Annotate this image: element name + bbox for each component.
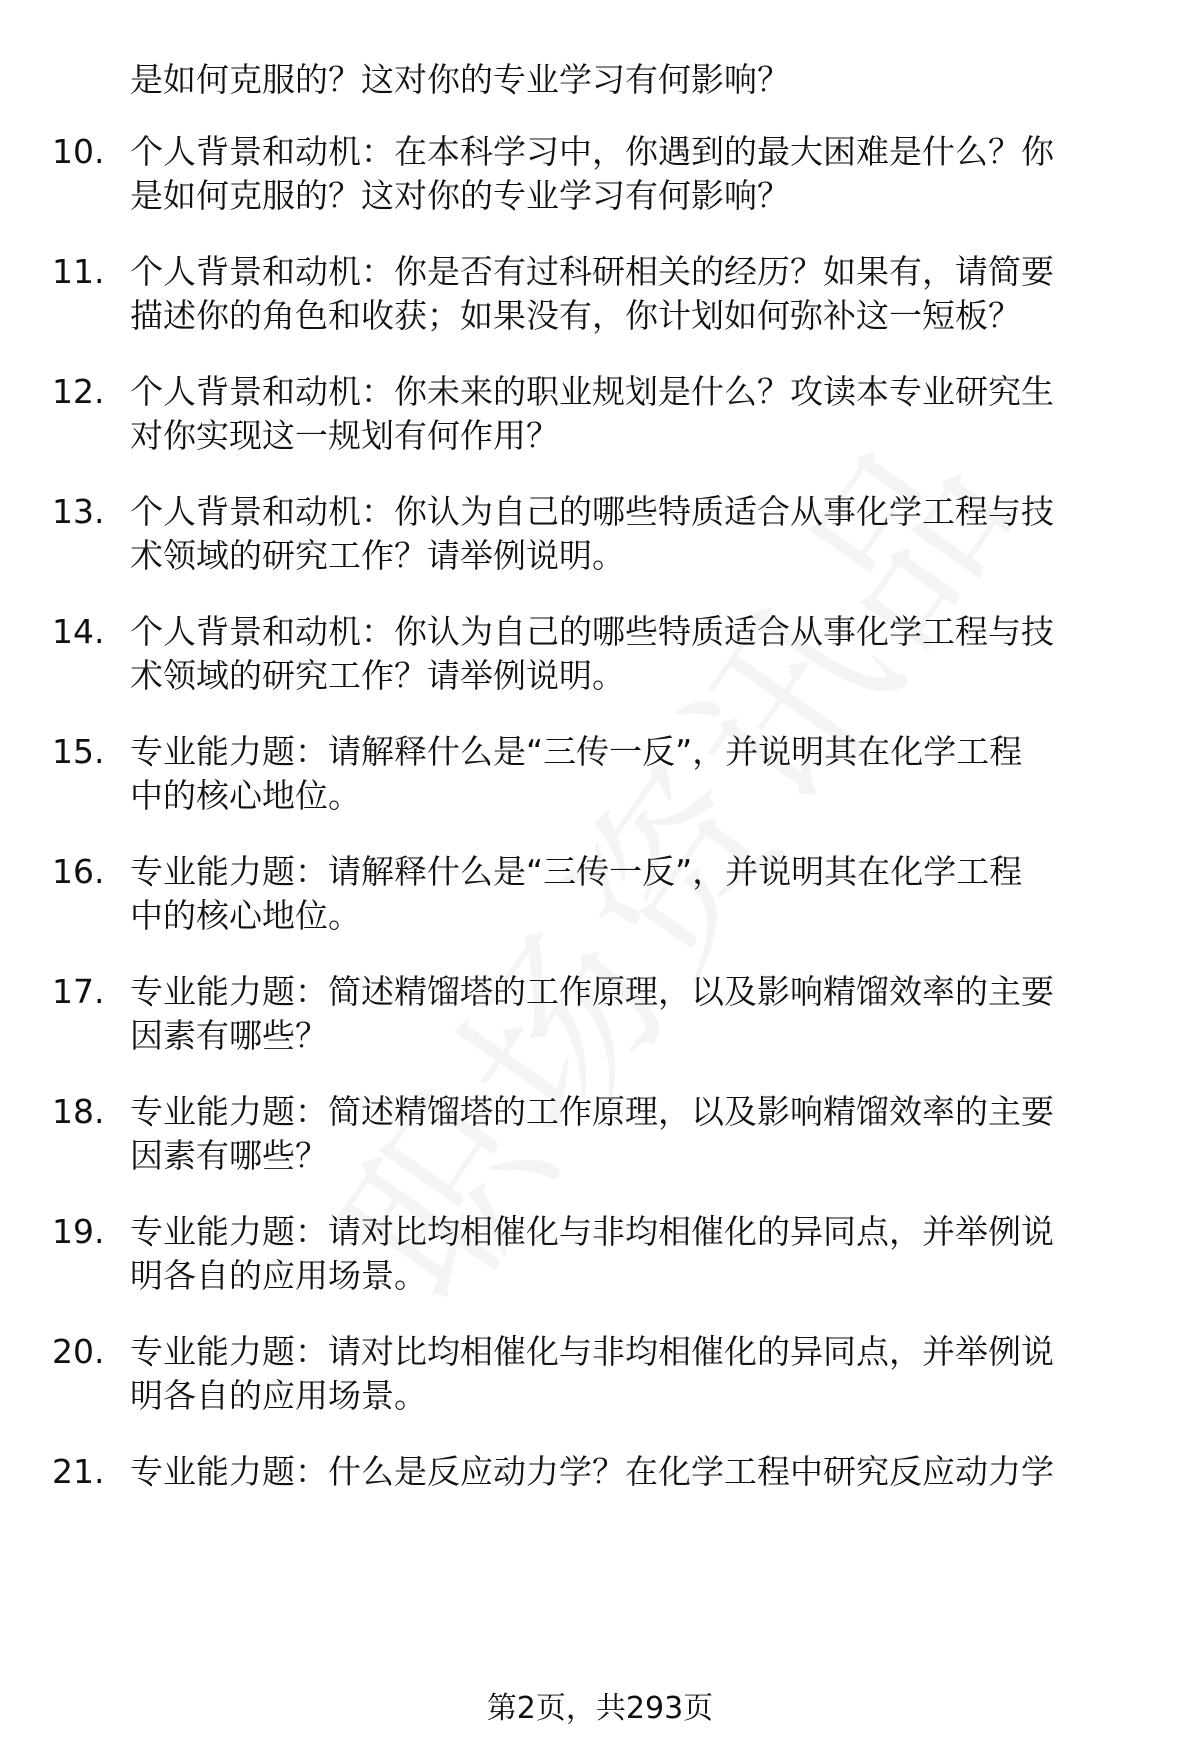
question-number: 15. (52, 732, 105, 771)
page-footer: 第2页，共293页 (486, 1691, 714, 1726)
question-text: 专业能力题：简述精馏塔的工作原理，以及影响精馏效率的主要 因素有哪些？ (130, 1092, 1054, 1175)
question-text: 个人背景和动机：你是否有过科研相关的经历？如果有，请简要 描述你的角色和收获；如果没有，你计划如何弥补这一短板？ (130, 252, 1054, 335)
question-number: 21. (52, 1452, 105, 1491)
question-number: 10. (52, 132, 105, 171)
question-text: 专业能力题：请对比均相催化与非均相催化的异同点，并举例说 明各自的应用场景。 (130, 1332, 1054, 1415)
question-text: 专业能力题：请对比均相催化与非均相催化的异同点，并举例说 明各自的应用场景。 (130, 1212, 1054, 1295)
question-number: 19. (52, 1212, 105, 1251)
question-number: 18. (52, 1092, 105, 1131)
question-text: 专业能力题：简述精馏塔的工作原理，以及影响精馏效率的主要 因素有哪些？ (130, 972, 1054, 1055)
question-number: 13. (52, 492, 105, 531)
question-number: 14. (52, 612, 105, 651)
question-number: 20. (52, 1332, 105, 1371)
continued-question-text: 是如何克服的？这对你的专业学习有何影响？ (130, 60, 790, 99)
question-number: 11. (52, 252, 105, 291)
question-text: 专业能力题：什么是反应动力学？在化学工程中研究反应动力学 (130, 1452, 1054, 1491)
question-text: 专业能力题：请解释什么是“三传一反”，并说明其在化学工程 中的核心地位。 (130, 732, 1023, 815)
question-text: 个人背景和动机：在本科学习中，你遇到的最大困难是什么？你 是如何克服的？这对你的专业学习有何影响？ (130, 132, 1054, 215)
question-text: 个人背景和动机：你未来的职业规划是什么？攻读本专业研究生 对你实现这一规划有何作用？ (130, 372, 1054, 455)
question-text: 个人背景和动机：你认为自己的哪些特质适合从事化学工程与技 术领域的研究工作？请举例说明。 (130, 612, 1054, 695)
question-text: 专业能力题：请解释什么是“三传一反”，并说明其在化学工程 中的核心地位。 (130, 852, 1023, 935)
question-text: 个人背景和动机：你认为自己的哪些特质适合从事化学工程与技 术领域的研究工作？请举例说明。 (130, 492, 1054, 575)
watermark (309, 314, 1112, 1336)
question-number: 12. (52, 372, 105, 411)
question-number: 16. (52, 852, 105, 891)
question-number: 17. (52, 972, 105, 1011)
